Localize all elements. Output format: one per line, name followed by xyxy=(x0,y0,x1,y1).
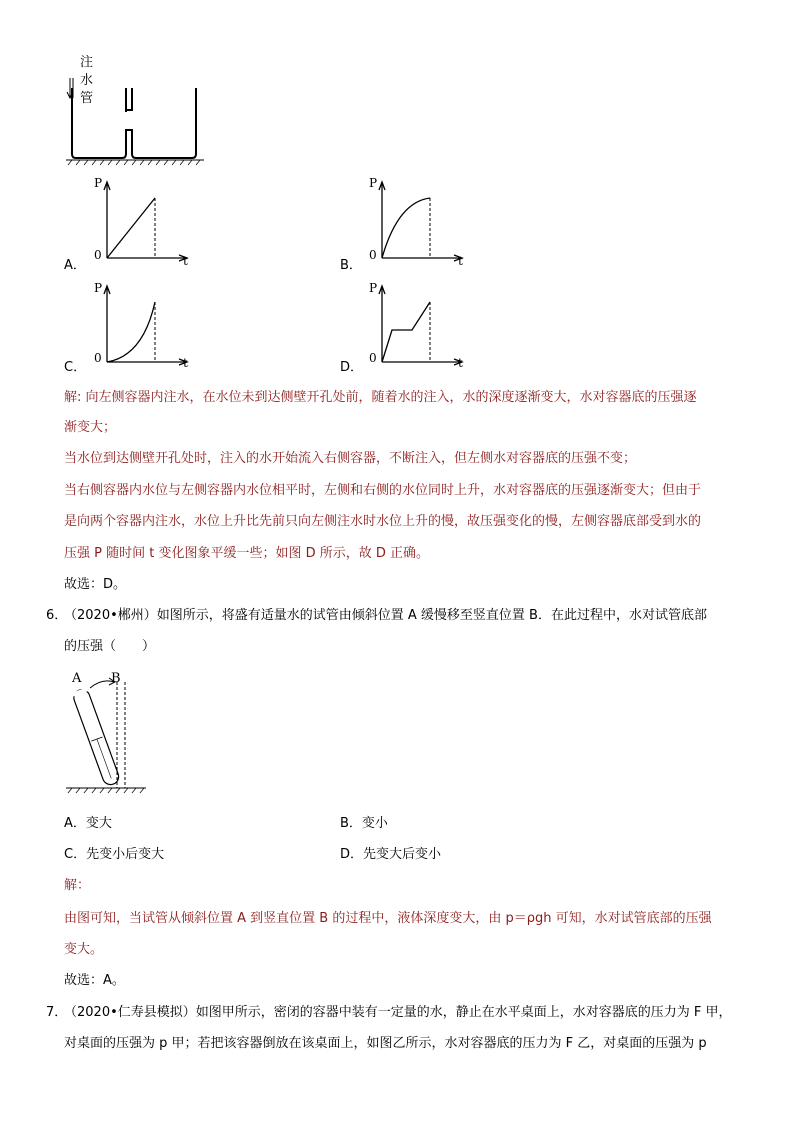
q6-solution-line1: 由图可知，当试管从倾斜位置 A 到竖直位置 B 的过程中，液体深度变大，由 p＝ρgh 可知，水对试管底部的压强 xyxy=(64,911,712,926)
q6-option-b: B．变小 xyxy=(340,816,388,831)
q5-solution-line1: 解: 向左侧容器内注水，在水位未到达侧壁开孔处前，随着水的注入，水的深度逐渐变大，水对容器底的压强逐 xyxy=(64,390,697,405)
q7-number: 7． xyxy=(46,1005,68,1020)
q6-solution-line2: 变大。 xyxy=(64,942,104,957)
pipe-label-1: 注 xyxy=(80,55,94,70)
q6-option-c: C．先变小后变大 xyxy=(64,847,165,862)
graph-a-origin: 0 xyxy=(94,248,102,262)
q6-number: 6． xyxy=(46,608,68,623)
graph-d-t: t xyxy=(458,356,463,370)
option-b-label: B． xyxy=(340,258,362,273)
graph-c-t: t xyxy=(183,356,188,370)
q7-stem-line2: 对桌面的压强为 p 甲；若把该容器倒放在该桌面上，如图乙所示，水对容器底的压力为 F 乙，对桌面的压强为 p xyxy=(64,1036,707,1051)
tube-label-b: B xyxy=(111,671,121,686)
q5-solution-line6: 压强 P 随时间 t 变化图象平缓一些；如图 D 所示，故 D 正确。 xyxy=(64,546,430,561)
pipe-label-2: 水 xyxy=(80,73,94,88)
graph-c-origin: 0 xyxy=(94,351,102,365)
q6-stem-line2: 的压强（ ） xyxy=(64,639,156,654)
graph-c-p: P xyxy=(94,281,103,295)
option-c-label: C． xyxy=(64,360,87,375)
q6-answer: 故选：A。 xyxy=(64,973,125,988)
pipe-label-3: 管 xyxy=(80,91,94,106)
graph-b-origin: 0 xyxy=(369,248,377,262)
q7-stem-line1: （2020•仁寿县模拟）如图甲所示，密闭的容器中装有一定量的水，静止在水平桌面上，水对容器底的压力为 F 甲， xyxy=(64,1005,732,1020)
graph-a-p: P xyxy=(94,176,103,190)
option-a-label: A． xyxy=(64,258,86,273)
q5-solution-line2: 渐变大； xyxy=(64,420,117,435)
q5-solution-line4: 当右侧容器内水位与左侧容器内水位相平时，左侧和右侧的水位同时上升，水对容器底的压强逐渐变大；但由于 xyxy=(64,483,702,498)
q5-solution-line3: 当水位到达侧壁开孔处时，注入的水开始流入右侧容器，不断注入，但左侧水对容器底的压强不变； xyxy=(64,451,637,466)
graph-a-t: t xyxy=(183,254,188,268)
q5-solution-line5: 是向两个容器内注水，水位上升比先前只向左侧注水时水位上升的慢，故压强变化的慢，左侧容器底部受到水的 xyxy=(64,514,702,529)
q6-option-d: D．先变大后变小 xyxy=(340,847,442,862)
q6-stem-line1: （2020•郴州）如图所示，将盛有适量水的试管由倾斜位置 A 缓慢移至竖直位置 B．在此过程中，水对试管底部 xyxy=(64,608,707,623)
q5-answer: 故选：D。 xyxy=(64,577,127,592)
graph-b-t: t xyxy=(458,254,463,268)
tube-label-a: A xyxy=(72,671,82,686)
graph-d-origin: 0 xyxy=(369,351,377,365)
graph-b-p: P xyxy=(369,176,378,190)
graph-d-p: P xyxy=(369,281,378,295)
q6-option-a: A．变大 xyxy=(64,816,112,831)
q6-solution-head: 解： xyxy=(64,878,91,893)
option-d-label: D． xyxy=(340,360,364,375)
